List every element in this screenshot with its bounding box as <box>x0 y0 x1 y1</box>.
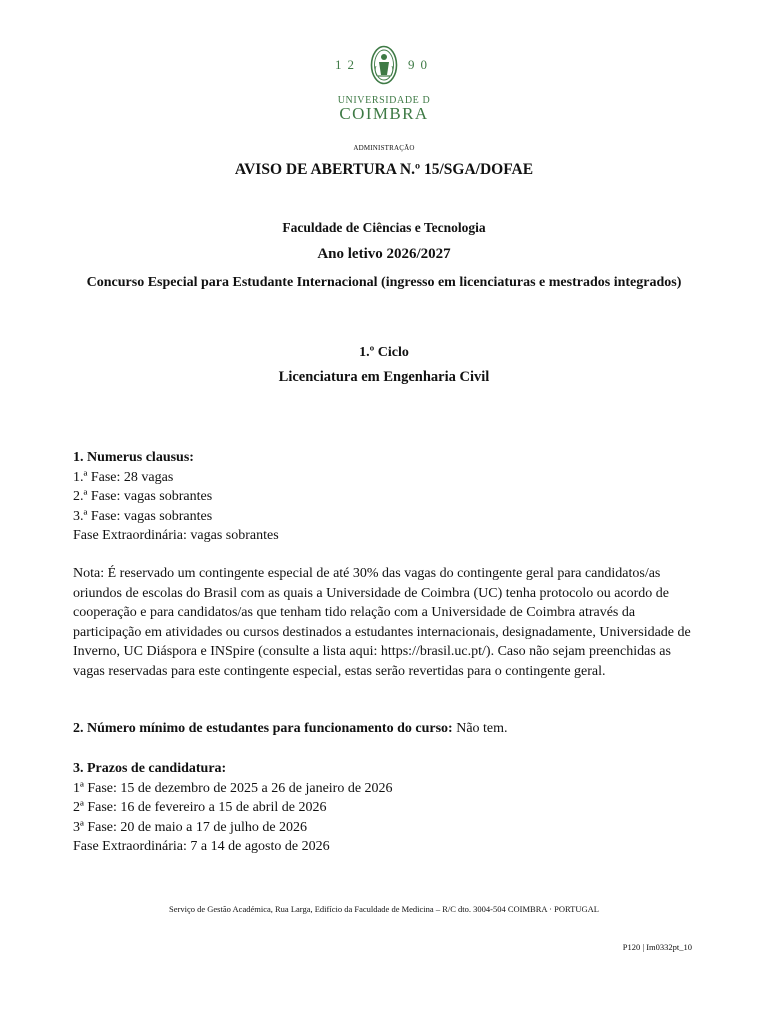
footer-address: Serviço de Gestão Académica, Rua Larga, Edifício da Faculdade de Medicina – R/C dto. 3004-504 COIMBRA · PORTUGAL <box>169 904 599 914</box>
logo-year-right: 90 <box>408 57 433 72</box>
contest-name: Concurso Especial para Estudante Internacional (ingresso em licenciaturas e mestrados integrados) <box>86 275 682 290</box>
note-paragraph: Nota: É reservado um contingente especial de até 30% das vagas do contingente geral para candidatos/as oriundos de escolas do Brasil com as quais a Universidade de Coimbra (UC) tenha protocolo ou acordo de cooperação e para candidatos/as que tenham tido relação com a Universidade de Coimbra através da participação em atividades ou cursos destinados a estudantes internacionais, designadamente, Universidade de Inverno, UC Diáspora e INSpire (consulte a lista aqui: https://brasil.uc.pt/). Caso não sejam preenchidas as vagas reservadas para este contingente especial, estas serão revertidas para o contingente geral. <box>73 566 691 679</box>
university-logo <box>0 44 768 124</box>
minimum-students-value: Não tem. <box>452 721 508 736</box>
document-reference: P120 | Im0332pt_10 <box>622 942 692 952</box>
list-item: 1.ª Fase: 28 vagas <box>73 469 174 485</box>
list-item: 2ª Fase: 16 de fevereiro a 15 de abril de 2026 <box>73 800 327 816</box>
department-label: ADMINISTRAÇÃO <box>353 144 415 152</box>
logo-year-left: 12 <box>335 57 360 72</box>
deadlines-section <box>73 759 697 857</box>
list-item: 3ª Fase: 20 de maio a 17 de julho de 2026 <box>73 819 308 835</box>
university-name-line1: UNIVERSIDADE D <box>337 95 431 106</box>
numerus-clausus-section <box>73 448 697 546</box>
faculty-name: Faculdade de Ciências e Tecnologia <box>282 220 486 235</box>
section-heading: 3. Prazos de candidatura: <box>73 761 227 776</box>
course-name: Licenciatura em Engenharia Civil <box>278 369 490 385</box>
reserved-quota-note <box>73 564 697 682</box>
academic-year: Ano letivo 2026/2027 <box>317 246 451 262</box>
university-name-line2: COIMBRA <box>339 104 429 123</box>
minimum-students-section <box>73 719 697 739</box>
notice-title: AVISO DE ABERTURA N.º 15/SGA/DOFAE <box>234 161 534 178</box>
section-heading: 1. Numerus clausus: <box>73 450 194 465</box>
study-cycle: 1.º Ciclo <box>359 345 409 360</box>
list-item: Fase Extraordinária: vagas sobrantes <box>73 528 279 544</box>
list-item: 2.ª Fase: vagas sobrantes <box>73 489 213 505</box>
list-item: Fase Extraordinária: 7 a 14 de agosto de 2026 <box>73 839 330 855</box>
section-heading: 2. Número mínimo de estudantes para funcionamento do curso: <box>73 721 453 736</box>
list-item: 3.ª Fase: vagas sobrantes <box>73 508 213 524</box>
list-item: 1ª Fase: 15 de dezembro de 2025 a 26 de janeiro de 2026 <box>73 780 393 796</box>
university-seal-icon <box>370 45 398 85</box>
